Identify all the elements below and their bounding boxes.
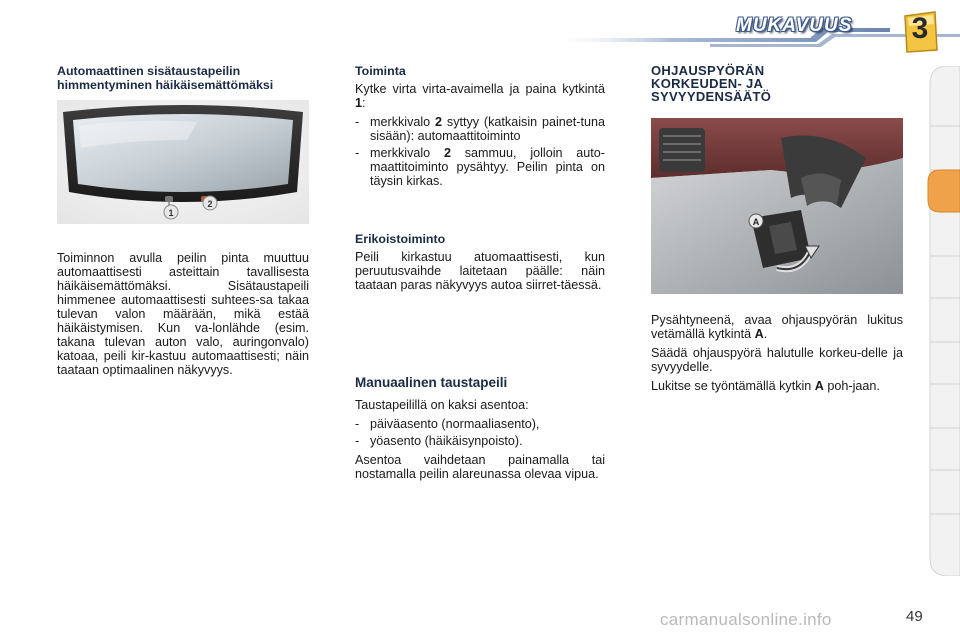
heading-toiminta: Toiminta: [355, 64, 406, 78]
list-item: - merkkivalo 2 syttyy (katkaisin painet-tuna sisään): automaattitoiminto: [355, 115, 605, 143]
toiminta-intro: Kytke virta virta-avaimella ja paina kytkintä 1:: [355, 82, 605, 110]
chapter-tabs: [926, 66, 960, 576]
column-mirror-auto: [57, 64, 309, 92]
heading-manual-mirror: Manuaalinen taustapeili: [355, 375, 508, 390]
watermark: carmanualsonline.info: [660, 610, 832, 629]
list-item: - merkkivalo 2 sammuu, jolloin auto-maattitoiminto pysähtyy. Peilin pinta on täysin kirkas.: [355, 146, 605, 188]
callout-2: 2: [207, 199, 213, 209]
column-mirror-operation: [355, 64, 605, 191]
heading-erikoistoiminto: Erikoistoiminto: [355, 232, 446, 246]
chapter-number: 3: [911, 12, 929, 45]
callout-1: 1: [168, 208, 174, 218]
heading-auto-dimming: Automaattinen sisätaustapeilin himmentyminen häikäisemättömäksi: [57, 64, 274, 92]
heading-steering-adjustment: OHJAUSPYÖRÄN KORKEUDEN- JA SYVYYDENSÄÄTÖ: [651, 63, 772, 104]
section-manual-mirror: Manuaalinen taustapeili Taustapeilillä on kaksi asentoa: - päiväasento (normaaliasento), - yöasento (häikäisynpoisto). Asentoa vaihdetaan painamalla tai nostamalla peilin alareunassa olevaa vipua.: [355, 375, 605, 481]
callout-A: A: [752, 217, 760, 227]
page-number: 49: [906, 608, 923, 625]
list-item: - päiväasento (normaaliasento),: [355, 417, 540, 431]
steering-adjustment-body: Pysähtyneenä, avaa ohjauspyörän lukitus vetämällä kytkintä A. Säädä ohjauspyörä halutulle korkeu-delle ja syvyydelle. Lukitse se työntämällä kytkin A poh-jaan.: [651, 313, 903, 393]
section-erikoistoiminto: Erikoistoiminto Peili kirkastuu atuomaattisesti, kun peruutusvaihde laitetaan päälle: näin taataan paras näkyvyys autoa siirret-täessä.: [355, 232, 605, 292]
chapter-title: MUKAVUUS: [736, 15, 853, 36]
auto-dimming-body: Toiminnon avulla peilin pinta muuttuu automaattisesti asteittain tavallisesta häikäisemättömäksi. Sisätaustapeili himmenee automaattisesti suhtees-sa takaa tulevan valon määrään, mikä estää häikäistymisen. Kun va-lonlähde (esim. takana tulevan auton valo, auringonvalo) katoaa, peili kir-kastuu automaattisesti; näin taataan optimaalinen näkyvyys.: [57, 251, 309, 377]
steering-column-figure: [651, 118, 903, 294]
rearview-mirror-figure: [57, 100, 309, 224]
list-item: - yöasento (häikäisynpoisto).: [355, 434, 523, 448]
